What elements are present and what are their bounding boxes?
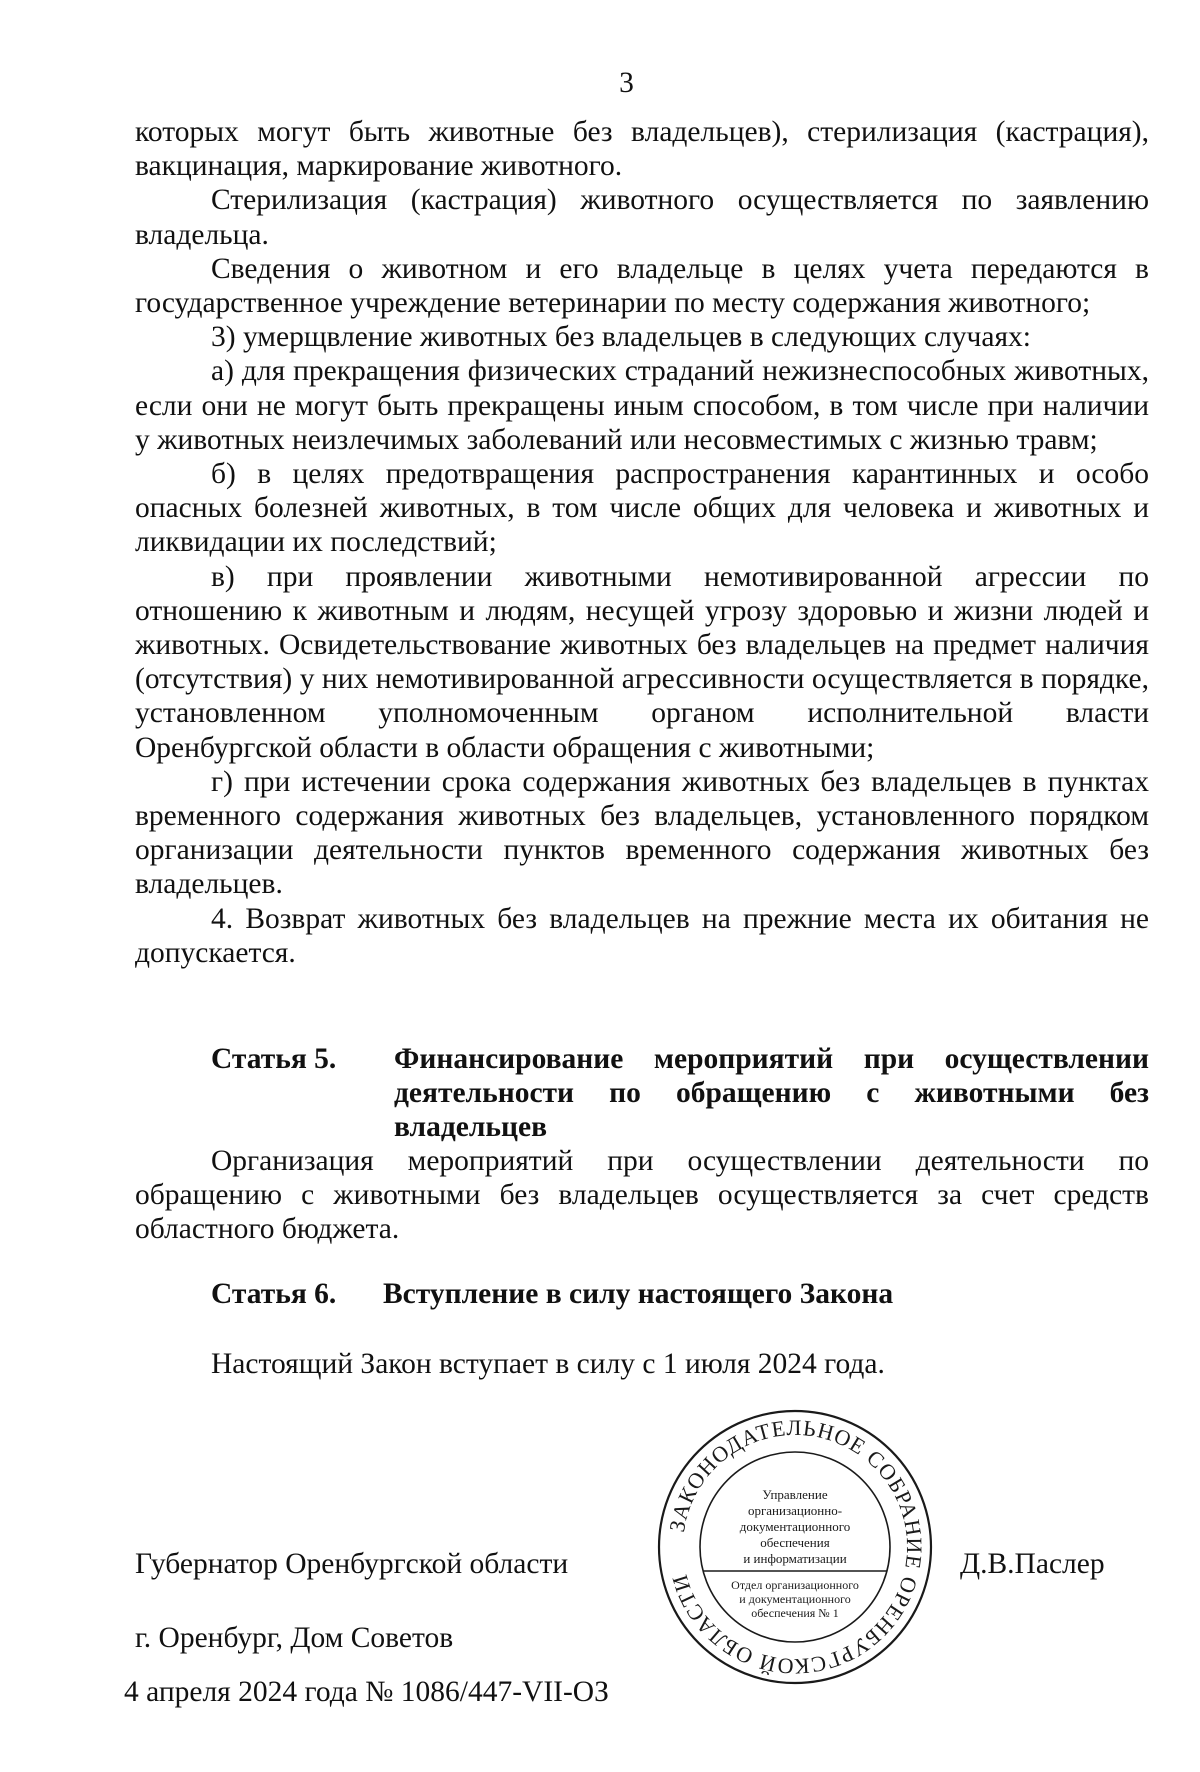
- article-6-body: Настоящий Закон вступает в силу с 1 июля 2024 года.: [211, 1348, 885, 1380]
- page-number: 3: [619, 67, 634, 99]
- list-item-v: в) при проявлении животными немотивированной агрессии по отношению к животным и людям, несущей угрозу здоровью и жизни людей и животных. Освидетельствование животных без владельцев на предмет наличия (отсутствия) у них немотивированной агрессивности осуществляется в порядке, установленном уполномоченным органом исполнительной власти Оренбургской области в области обращения с животными;: [135, 560, 1149, 764]
- svg-text:Отдел организационного: Отдел организационного: [731, 1578, 859, 1592]
- article-5-number: Статья 5.: [211, 1043, 337, 1075]
- intro-section: [135, 115, 1149, 970]
- article-5-title: Финансирование мероприятий при осуществлении деятельности по обращению с животными без владельцев: [394, 1043, 1149, 1144]
- svg-text:обеспечения № 1: обеспечения № 1: [751, 1606, 839, 1620]
- article-6-title: Вступление в силу настоящего Закона: [383, 1278, 894, 1310]
- paragraph-continuation: которых могут быть животные без владельцев), стерилизация (кастрация), вакцинация, маркирование животного.: [135, 116, 1149, 183]
- seal-bottom-text: [731, 1578, 859, 1620]
- article-5-heading: [211, 1042, 1149, 1145]
- article-6-number: Статья 6.: [211, 1278, 337, 1310]
- paragraph-return: 4. Возврат животных без владельцев на прежние места их обитания не допускается.: [135, 902, 1149, 969]
- svg-text:обеспечения: обеспечения: [760, 1535, 830, 1550]
- svg-text:организационно-: организационно-: [747, 1503, 843, 1518]
- law-date-number: 4 апреля 2024 года № 1086/447-VII-ОЗ: [124, 1676, 609, 1708]
- signature-place: г. Оренбург, Дом Советов: [135, 1622, 454, 1654]
- article-5-body: Организация мероприятий при осуществлении деятельности по обращению с животными без владельцев осуществляется за счет средств областного бюджета.: [135, 1145, 1149, 1246]
- svg-text:и информатизации: и информатизации: [743, 1551, 847, 1566]
- paragraph-sterilization: Стерилизация (кастрация) животного осуществляется по заявлению владельца.: [135, 184, 1149, 251]
- svg-text:документационного: документационного: [739, 1519, 851, 1534]
- article-5-body-block: [135, 1144, 1149, 1247]
- list-item-g: г) при истечении срока содержания животных без владельцев в пунктах временного содержания животных без владельцев, установленного порядком организации деятельности пунктов временного содержания животных без владельцев.: [135, 765, 1149, 901]
- seal-ring-text: ЗАКОНОДАТЕЛЬНОЕ СОБРАНИЕ ОРЕНБУРГСКОЙ ОБЛАСТИ: [664, 1414, 928, 1680]
- list-item-a: а) для прекращения физических страданий нежизнеспособных животных, если они не могут быть прекращены иным способом, в том числе при наличии у животных неизлечимых заболеваний или несовместимых с жизнью травм;: [135, 355, 1149, 456]
- svg-text:и документационного: и документационного: [739, 1592, 851, 1606]
- article-6-body-block: [135, 1347, 1149, 1381]
- svg-text:Управление: Управление: [762, 1487, 828, 1502]
- article-6-heading: [211, 1277, 1149, 1311]
- official-seal: [655, 1407, 935, 1687]
- signature-position: Губернатор Оренбургской области: [135, 1548, 569, 1580]
- paragraph-records: Сведения о животном и его владельце в целях учета передаются в государственное учреждение ветеринарии по месту содержания животного;: [135, 252, 1149, 320]
- paragraph-euthanasia: 3) умерщвление животных без владельцев в следующих случаях:: [211, 321, 1031, 354]
- seal-center-text: [740, 1487, 850, 1566]
- signature-name: Д.В.Паслер: [960, 1548, 1105, 1580]
- list-item-b: б) в целях предотвращения распространения карантинных и особо опасных болезней животных, в том числе общих для человека и животных и ликвидации их последствий;: [135, 458, 1149, 559]
